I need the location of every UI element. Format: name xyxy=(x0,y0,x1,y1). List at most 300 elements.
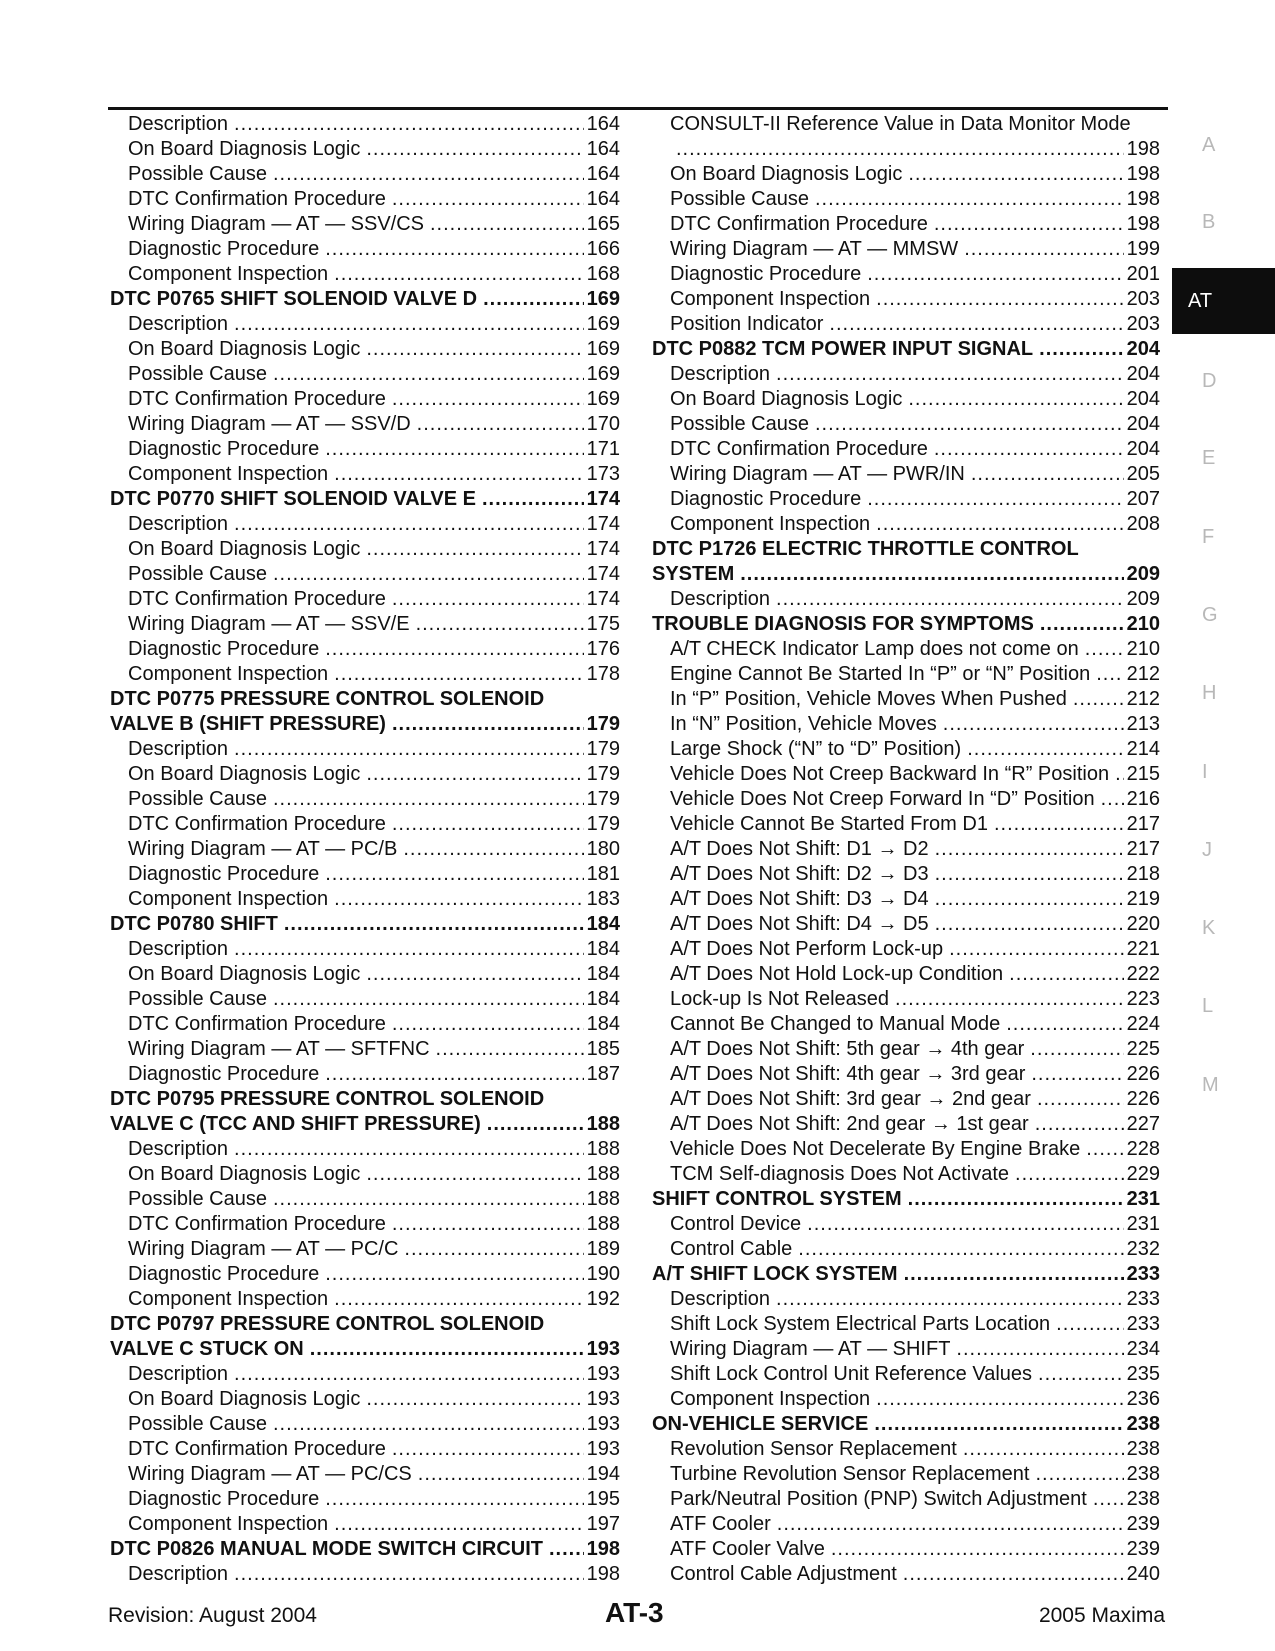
toc-entry[interactable] xyxy=(652,462,1160,487)
toc-entry[interactable] xyxy=(652,1537,1160,1562)
dot-leader xyxy=(867,262,1123,287)
toc-entry-page: 239 xyxy=(1126,1513,1160,1535)
toc-entry[interactable] xyxy=(652,1512,1160,1537)
toc-entry[interactable] xyxy=(652,537,1160,562)
toc-entry-title: Possible Cause xyxy=(670,188,809,210)
toc-entry-title: Large Shock (“N” to “D” Position) xyxy=(670,738,962,760)
dot-leader xyxy=(1085,637,1124,662)
toc-entry[interactable] xyxy=(110,387,620,412)
toc-entry[interactable] xyxy=(110,1262,620,1287)
toc-entry[interactable] xyxy=(652,362,1160,387)
toc-entry[interactable] xyxy=(110,937,620,962)
dot-leader xyxy=(273,562,584,587)
section-tab-j[interactable]: J xyxy=(1202,839,1212,861)
dot-leader xyxy=(876,1387,1123,1412)
toc-entry[interactable] xyxy=(110,1162,620,1187)
dot-leader xyxy=(867,487,1123,512)
dot-leader xyxy=(956,1337,1123,1362)
toc-entry-page: 188 xyxy=(586,1213,620,1235)
toc-entry[interactable] xyxy=(652,637,1160,662)
toc-entry[interactable] xyxy=(652,1162,1160,1187)
toc-entry[interactable] xyxy=(652,1462,1160,1487)
toc-entry-title: A/T Does Not Shift: 4th gear → 3rd gear xyxy=(670,1063,1026,1085)
toc-entry[interactable] xyxy=(652,887,1160,912)
toc-entry[interactable] xyxy=(652,1487,1160,1512)
dot-leader xyxy=(1015,1162,1124,1187)
toc-entry-title: VALVE B (SHIFT PRESSURE) xyxy=(110,713,386,735)
toc-entry[interactable] xyxy=(652,1562,1160,1587)
toc-entry-title: Description xyxy=(128,1138,229,1160)
toc-entry[interactable] xyxy=(652,937,1160,962)
toc-entry[interactable] xyxy=(652,662,1160,687)
toc-entry-page: 169 xyxy=(586,313,620,335)
toc-entry-title: Wiring Diagram — AT — SSV/CS xyxy=(128,213,424,235)
dot-leader xyxy=(334,1287,583,1312)
toc-entry-page: 183 xyxy=(586,888,620,910)
dot-leader xyxy=(874,1412,1123,1437)
toc-entry[interactable] xyxy=(110,862,620,887)
toc-entry[interactable] xyxy=(110,262,620,287)
toc-entry[interactable] xyxy=(110,1212,620,1237)
dot-leader xyxy=(325,237,583,262)
toc-entry[interactable] xyxy=(652,1262,1160,1287)
toc-entry[interactable] xyxy=(110,537,620,562)
dot-leader xyxy=(392,187,584,212)
toc-entry[interactable] xyxy=(110,1512,620,1537)
toc-entry-page: 204 xyxy=(1126,388,1160,410)
toc-entry-page: 232 xyxy=(1126,1238,1160,1260)
toc-entry[interactable] xyxy=(652,337,1160,362)
toc-entry[interactable] xyxy=(652,512,1160,537)
toc-entry-page: 240 xyxy=(1126,1563,1160,1585)
toc-entry-title: Component Inspection xyxy=(128,888,329,910)
toc-entry[interactable] xyxy=(652,1187,1160,1212)
dot-leader xyxy=(392,587,584,612)
toc-entry-page: 234 xyxy=(1126,1338,1160,1360)
dot-leader xyxy=(325,862,583,887)
toc-entry-title: Control Cable Adjustment xyxy=(670,1563,897,1585)
toc-entry-page: 174 xyxy=(586,563,620,585)
toc-entry-title: DTC Confirmation Procedure xyxy=(128,1438,386,1460)
toc-entry-page: 185 xyxy=(586,1038,620,1060)
toc-entry-page: 217 xyxy=(1126,838,1160,860)
toc-entry-title: SHIFT CONTROL SYSTEM xyxy=(652,1188,902,1210)
toc-entry[interactable] xyxy=(652,112,1160,137)
dot-leader xyxy=(777,1512,1124,1537)
toc-entry[interactable] xyxy=(110,637,620,662)
toc-entry-page: 208 xyxy=(1126,513,1160,535)
toc-entry-title: Component Inspection xyxy=(670,1388,871,1410)
toc-entry-page: 193 xyxy=(586,1388,620,1410)
toc-entry-title: Diagnostic Procedure xyxy=(128,1488,320,1510)
section-tab-i[interactable]: I xyxy=(1202,761,1208,783)
toc-entry-title: A/T Does Not Shift: D3 → D4 xyxy=(670,888,929,910)
dot-leader xyxy=(908,1187,1124,1212)
toc-entry[interactable] xyxy=(110,1112,620,1137)
toc-entry[interactable] xyxy=(110,1362,620,1387)
toc-entry-title: Component Inspection xyxy=(128,463,329,485)
section-tab-d[interactable]: D xyxy=(1202,370,1217,392)
dot-leader xyxy=(366,337,583,362)
dot-leader xyxy=(776,362,1124,387)
toc-entry-title: VALVE C STUCK ON xyxy=(110,1338,304,1360)
toc-entry[interactable] xyxy=(652,1137,1160,1162)
toc-entry-page: 224 xyxy=(1126,1013,1160,1035)
toc-entry-page: 178 xyxy=(586,663,620,685)
toc-entry[interactable] xyxy=(652,1437,1160,1462)
dot-leader xyxy=(334,662,583,687)
toc-entry[interactable] xyxy=(652,1062,1160,1087)
toc-entry-page: 195 xyxy=(586,1488,620,1510)
toc-entry-page: 173 xyxy=(586,463,620,485)
toc-left-column xyxy=(110,112,620,1587)
toc-entry-page: 238 xyxy=(1126,1463,1160,1485)
toc-entry-page: 213 xyxy=(1126,713,1160,735)
dot-leader xyxy=(1009,962,1123,987)
toc-entry[interactable] xyxy=(110,362,620,387)
toc-entry[interactable] xyxy=(110,512,620,537)
toc-entry-page: 184 xyxy=(586,913,620,935)
toc-entry[interactable] xyxy=(110,787,620,812)
dot-leader xyxy=(776,587,1124,612)
dot-leader xyxy=(967,737,1123,762)
dot-leader xyxy=(436,1037,584,1062)
toc-entry-title: Description xyxy=(670,588,771,610)
section-tab-b[interactable]: B xyxy=(1202,211,1216,233)
toc-entry-page: 179 xyxy=(586,738,620,760)
toc-entry[interactable] xyxy=(110,1062,620,1087)
toc-entry[interactable] xyxy=(110,462,620,487)
toc-entry[interactable] xyxy=(652,1037,1160,1062)
toc-entry[interactable] xyxy=(110,812,620,837)
toc-entry-title: Wiring Diagram — AT — PWR/IN xyxy=(670,463,965,485)
dot-leader xyxy=(1035,1462,1123,1487)
toc-entry[interactable] xyxy=(652,412,1160,437)
toc-entry[interactable] xyxy=(110,762,620,787)
toc-entry[interactable] xyxy=(652,287,1160,312)
toc-entry-page: 205 xyxy=(1126,463,1160,485)
toc-entry[interactable] xyxy=(110,1312,620,1337)
toc-entry[interactable] xyxy=(652,1412,1160,1437)
toc-entry-page: 221 xyxy=(1126,938,1160,960)
toc-entry-title: On Board Diagnosis Logic xyxy=(128,963,361,985)
section-tab-k[interactable]: K xyxy=(1202,917,1216,939)
toc-entry-page: 229 xyxy=(1126,1163,1160,1185)
toc-entry-page: 203 xyxy=(1126,288,1160,310)
toc-entry-page: 198 xyxy=(1126,138,1160,160)
toc-entry-title: Description xyxy=(128,738,229,760)
toc-entry-title: ON-VEHICLE SERVICE xyxy=(652,1413,869,1435)
toc-entry[interactable] xyxy=(110,1012,620,1037)
toc-entry[interactable] xyxy=(110,687,620,712)
toc-entry-title: A/T CHECK Indicator Lamp does not come on xyxy=(670,638,1079,660)
toc-entry-page: 198 xyxy=(1126,213,1160,235)
toc-entry-page: 174 xyxy=(586,488,620,510)
toc-entry[interactable] xyxy=(110,1087,620,1112)
toc-entry-page: 216 xyxy=(1126,788,1160,810)
toc-entry[interactable] xyxy=(110,837,620,862)
section-tab-index xyxy=(1172,0,1275,1651)
toc-entry[interactable] xyxy=(652,562,1160,587)
section-tab-a[interactable]: A xyxy=(1202,134,1216,156)
toc-entry[interactable] xyxy=(110,1037,620,1062)
toc-entry-page: 198 xyxy=(1126,163,1160,185)
toc-entry-title: Possible Cause xyxy=(128,563,267,585)
toc-entry[interactable] xyxy=(652,612,1160,637)
toc-entry[interactable] xyxy=(110,187,620,212)
toc-entry[interactable] xyxy=(652,962,1160,987)
toc-entry[interactable] xyxy=(652,487,1160,512)
dot-leader xyxy=(417,412,584,437)
section-tab-m[interactable]: M xyxy=(1202,1074,1219,1096)
toc-entry[interactable] xyxy=(110,412,620,437)
footer-page-number: AT-3 xyxy=(605,1597,664,1628)
dot-leader xyxy=(310,1337,584,1362)
toc-entry-page: 179 xyxy=(586,788,620,810)
toc-entry-page: 184 xyxy=(586,938,620,960)
toc-entry-title: Possible Cause xyxy=(128,1413,267,1435)
toc-entry[interactable] xyxy=(652,762,1160,787)
toc-entry-page: 233 xyxy=(1126,1313,1160,1335)
toc-entry-page: 228 xyxy=(1126,1138,1160,1160)
dot-leader xyxy=(831,1537,1124,1562)
dot-leader xyxy=(829,312,1123,337)
dot-leader xyxy=(1040,612,1124,637)
toc-entry-page: 193 xyxy=(586,1438,620,1460)
toc-entry[interactable] xyxy=(110,737,620,762)
toc-entry[interactable] xyxy=(110,987,620,1012)
toc-entry[interactable] xyxy=(110,1187,620,1212)
toc-entry[interactable] xyxy=(652,1112,1160,1137)
toc-entry[interactable] xyxy=(652,712,1160,737)
toc-entry[interactable] xyxy=(652,1387,1160,1412)
toc-entry[interactable] xyxy=(110,587,620,612)
toc-entry-title: A/T SHIFT LOCK SYSTEM xyxy=(652,1263,898,1285)
dot-leader xyxy=(943,712,1124,737)
toc-entry-title: Shift Lock System Electrical Parts Location xyxy=(670,1313,1051,1335)
toc-entry[interactable] xyxy=(652,1287,1160,1312)
dot-leader xyxy=(549,1537,584,1562)
toc-entry-page: 235 xyxy=(1126,1363,1160,1385)
toc-entry-title: Possible Cause xyxy=(128,363,267,385)
toc-entry-title: Wiring Diagram — AT — SSV/D xyxy=(128,413,411,435)
toc-entry[interactable] xyxy=(110,487,620,512)
dot-leader xyxy=(325,437,583,462)
toc-entry[interactable] xyxy=(652,862,1160,887)
toc-entry[interactable] xyxy=(110,1487,620,1512)
toc-entry[interactable] xyxy=(652,262,1160,287)
dot-leader xyxy=(935,837,1124,862)
toc-entry[interactable] xyxy=(652,687,1160,712)
toc-entry[interactable] xyxy=(110,137,620,162)
toc-entry[interactable] xyxy=(110,237,620,262)
toc-entry[interactable] xyxy=(110,1287,620,1312)
toc-entry-title: Vehicle Does Not Creep Forward In “D” Position xyxy=(670,788,1095,810)
section-tab-h[interactable]: H xyxy=(1202,682,1217,704)
toc-entry-page: 170 xyxy=(586,413,620,435)
toc-entry-title: DTC P0780 SHIFT xyxy=(110,913,278,935)
toc-entry-page: 188 xyxy=(586,1188,620,1210)
toc-entry-page: 164 xyxy=(586,113,620,135)
toc-entry-page: 193 xyxy=(586,1363,620,1385)
toc-entry[interactable] xyxy=(110,1562,620,1587)
dot-leader xyxy=(392,812,584,837)
dot-leader xyxy=(418,1462,584,1487)
section-tab-g[interactable]: G xyxy=(1202,604,1218,626)
toc-entry[interactable] xyxy=(110,1337,620,1362)
toc-entry-page: 210 xyxy=(1126,613,1160,635)
toc-entry-title: Diagnostic Procedure xyxy=(128,638,320,660)
toc-entry-title: CONSULT-II Reference Value in Data Monitor Mode xyxy=(670,113,1131,135)
toc-entry[interactable] xyxy=(652,437,1160,462)
toc-entry[interactable] xyxy=(110,162,620,187)
toc-entry-page: 164 xyxy=(586,188,620,210)
toc-entry[interactable] xyxy=(652,162,1160,187)
dot-leader xyxy=(1115,762,1124,787)
toc-entry-title: Component Inspection xyxy=(128,663,329,685)
toc-entry[interactable] xyxy=(110,212,620,237)
section-tab-f[interactable]: F xyxy=(1202,526,1215,548)
toc-entry[interactable] xyxy=(110,112,620,137)
dot-leader xyxy=(935,912,1124,937)
toc-entry-page: 238 xyxy=(1126,1488,1160,1510)
toc-entry[interactable] xyxy=(652,187,1160,212)
dot-leader xyxy=(273,1187,584,1212)
dot-leader xyxy=(392,1212,584,1237)
toc-entry[interactable] xyxy=(110,1537,620,1562)
toc-entry-page: 215 xyxy=(1126,763,1160,785)
dot-leader xyxy=(234,1137,584,1162)
toc-entry[interactable] xyxy=(110,1437,620,1462)
dot-leader xyxy=(807,1212,1123,1237)
toc-entry-page: 226 xyxy=(1126,1088,1160,1110)
toc-entry-title: DTC Confirmation Procedure xyxy=(128,1013,386,1035)
toc-entry-page: 198 xyxy=(586,1563,620,1585)
toc-entry-page: 184 xyxy=(586,988,620,1010)
toc-entry-page: 198 xyxy=(586,1538,620,1560)
toc-entry-page: 223 xyxy=(1126,988,1160,1010)
toc-entry[interactable] xyxy=(110,1137,620,1162)
toc-entry-title: Description xyxy=(128,113,229,135)
section-tab-l[interactable]: L xyxy=(1202,995,1214,1017)
toc-entry[interactable] xyxy=(652,1212,1160,1237)
toc-entry[interactable] xyxy=(110,1387,620,1412)
toc-entry-title: On Board Diagnosis Logic xyxy=(128,763,361,785)
dot-leader xyxy=(934,437,1124,462)
toc-entry[interactable] xyxy=(110,337,620,362)
toc-entry-title: Cannot Be Changed to Manual Mode xyxy=(670,1013,1001,1035)
toc-entry[interactable] xyxy=(652,137,1160,162)
dot-leader xyxy=(776,1287,1124,1312)
toc-entry-page: 204 xyxy=(1126,338,1160,360)
dot-leader xyxy=(234,112,584,137)
section-tab-e[interactable]: E xyxy=(1202,447,1216,469)
toc-entry[interactable] xyxy=(110,562,620,587)
toc-entry-title: DTC Confirmation Procedure xyxy=(128,388,386,410)
toc-entry[interactable] xyxy=(110,287,620,312)
toc-entry-title: Possible Cause xyxy=(128,988,267,1010)
toc-entry-page: 209 xyxy=(1126,588,1160,610)
toc-entry[interactable] xyxy=(110,312,620,337)
toc-entry[interactable] xyxy=(652,212,1160,237)
toc-entry[interactable] xyxy=(652,237,1160,262)
toc-entry[interactable] xyxy=(652,1337,1160,1362)
dot-leader xyxy=(798,1237,1123,1262)
toc-entry-page: 166 xyxy=(586,238,620,260)
dot-leader xyxy=(325,1062,583,1087)
toc-entry-page: 180 xyxy=(586,838,620,860)
toc-entry-page: 199 xyxy=(1126,238,1160,260)
dot-leader xyxy=(908,162,1123,187)
toc-entry[interactable] xyxy=(652,587,1160,612)
toc-entry[interactable] xyxy=(110,1412,620,1437)
toc-entry[interactable] xyxy=(110,1237,620,1262)
toc-entry-title: Vehicle Cannot Be Started From D1 xyxy=(670,813,988,835)
toc-entry-page: 174 xyxy=(586,538,620,560)
toc-entry-title: On Board Diagnosis Logic xyxy=(128,1388,361,1410)
dot-leader xyxy=(1030,1037,1123,1062)
toc-entry-page: 179 xyxy=(586,763,620,785)
toc-entry-title: A/T Does Not Hold Lock-up Condition xyxy=(670,963,1004,985)
toc-entry-page: 239 xyxy=(1126,1538,1160,1560)
toc-entry[interactable] xyxy=(652,1087,1160,1112)
dot-leader xyxy=(1031,1062,1123,1087)
toc-entry[interactable] xyxy=(652,1012,1160,1037)
toc-entry-page: 169 xyxy=(586,338,620,360)
dot-leader xyxy=(273,162,584,187)
toc-entry[interactable] xyxy=(110,437,620,462)
dot-leader xyxy=(483,287,584,312)
toc-entry[interactable] xyxy=(110,612,620,637)
toc-entry-title: DTC P1726 ELECTRIC THROTTLE CONTROL xyxy=(652,538,1079,560)
toc-entry[interactable] xyxy=(652,737,1160,762)
toc-entry[interactable] xyxy=(110,887,620,912)
dot-leader xyxy=(366,537,583,562)
dot-leader xyxy=(273,987,584,1012)
section-tab-at[interactable]: AT xyxy=(1172,268,1275,334)
toc-entry[interactable] xyxy=(652,312,1160,337)
toc-entry[interactable] xyxy=(652,837,1160,862)
toc-entry-page: 212 xyxy=(1126,663,1160,685)
toc-entry-title: A/T Does Not Shift: 2nd gear → 1st gear xyxy=(670,1113,1029,1135)
toc-entry[interactable] xyxy=(652,387,1160,412)
toc-entry-page: 204 xyxy=(1126,363,1160,385)
toc-entry-title: ATF Cooler xyxy=(670,1513,771,1535)
toc-entry[interactable] xyxy=(110,1462,620,1487)
toc-entry-title: DTC P0826 MANUAL MODE SWITCH CIRCUIT xyxy=(110,1538,543,1560)
toc-entry[interactable] xyxy=(652,1312,1160,1337)
toc-entry[interactable] xyxy=(652,1237,1160,1262)
toc-entry-title: On Board Diagnosis Logic xyxy=(128,138,361,160)
dot-leader xyxy=(1035,1112,1124,1137)
toc-entry[interactable] xyxy=(652,1362,1160,1387)
toc-entry[interactable] xyxy=(652,987,1160,1012)
toc-entry-page: 233 xyxy=(1126,1288,1160,1310)
toc-entry[interactable] xyxy=(110,662,620,687)
toc-entry[interactable] xyxy=(110,712,620,737)
toc-entry[interactable] xyxy=(652,812,1160,837)
dot-leader xyxy=(963,1437,1124,1462)
toc-entry[interactable] xyxy=(652,787,1160,812)
toc-entry-title: Component Inspection xyxy=(128,263,329,285)
toc-right-column xyxy=(652,112,1160,1587)
toc-entry-title: Wiring Diagram — AT — SSV/E xyxy=(128,613,410,635)
toc-entry[interactable] xyxy=(652,912,1160,937)
toc-entry[interactable] xyxy=(110,912,620,937)
dot-leader xyxy=(876,287,1123,312)
toc-entry[interactable] xyxy=(110,962,620,987)
dot-leader xyxy=(904,1262,1124,1287)
